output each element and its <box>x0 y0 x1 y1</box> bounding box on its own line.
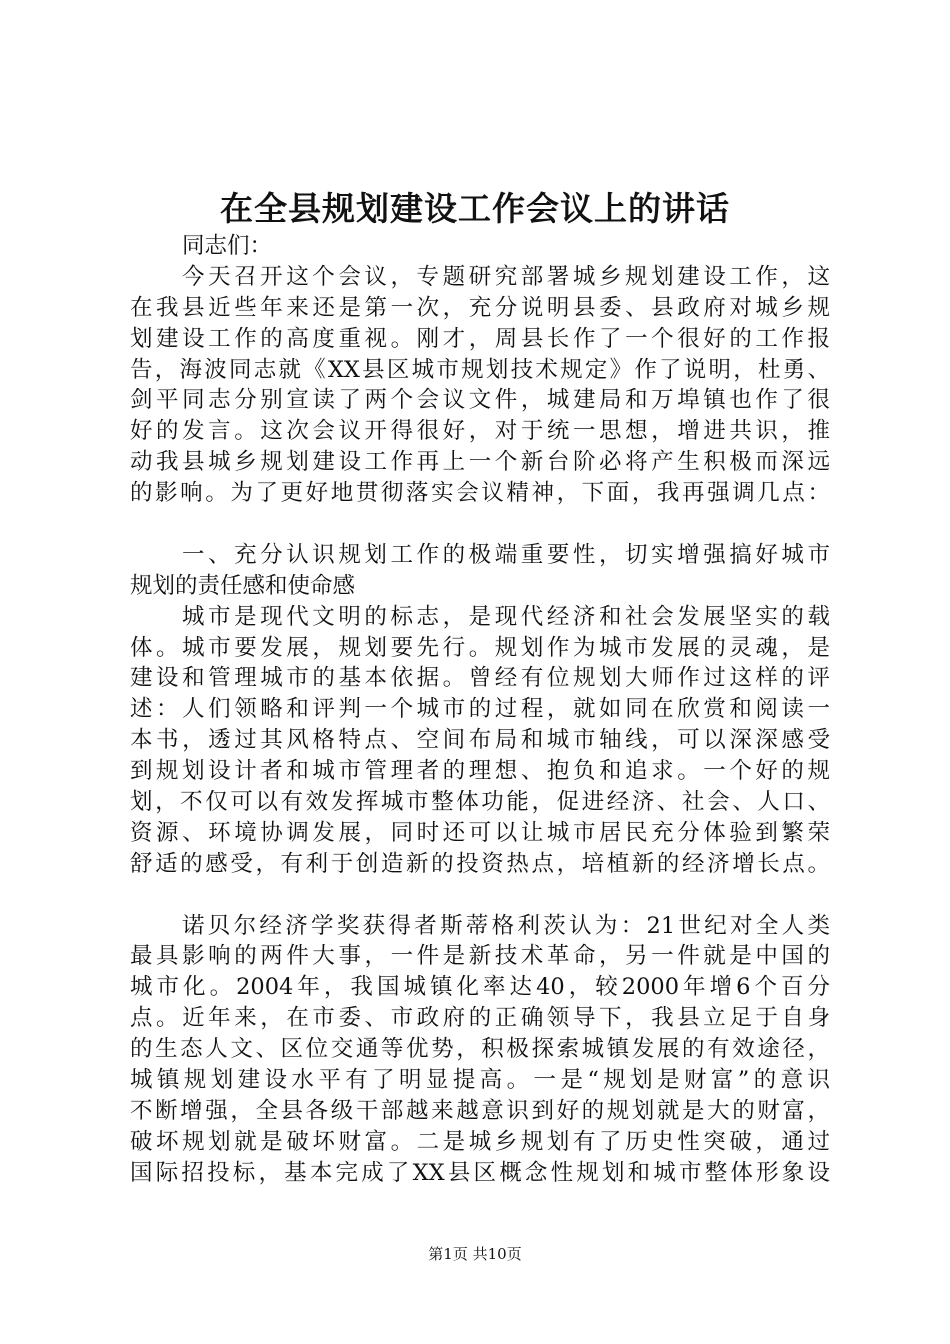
text-line: 在我县近些年来还是第一次，充分说明县委、县政府对城乡规 <box>130 294 830 321</box>
salutation: 同志们： <box>182 233 273 259</box>
text-line: 城市是现代文明的标志，是现代经济和社会发展坚实的载 <box>182 603 830 630</box>
text-line: 本书，透过其风格特点、空间布局和城市轴线，可以深深感受 <box>130 727 830 754</box>
text-line: 一、充分认识规划工作的极端重要性，切实增强搞好城市 <box>182 541 830 568</box>
text-line: 剑平同志分别宣读了两个会议文件，城建局和万埠镇也作了很 <box>130 387 830 414</box>
text-line: 今天召开这个会议，专题研究部署城乡规划建设工作，这 <box>182 263 830 290</box>
text-line: 不断增强，全县各级干部越来越意识到好的规划就是大的财富， <box>130 1097 830 1124</box>
section-heading <box>130 540 830 602</box>
text-line: 划建设工作的高度重视。刚才，周县长作了一个很好的工作报 <box>130 325 830 352</box>
text-line: 资源、环境协调发展，同时还可以让城市居民充分体验到繁荣 <box>130 819 830 846</box>
text-line: 的影响。为了更好地贯彻落实会议精神，下面，我再强调几点： <box>130 480 830 507</box>
paragraph <box>130 262 830 509</box>
page-footer: 第1页 共10页 <box>428 1245 522 1263</box>
text-line: 最具影响的两件大事，一件是新技术革命，另一件就是中国的 <box>130 943 830 970</box>
text-line: 述：人们领略和评判一个城市的过程，就如同在欣赏和阅读一 <box>130 696 830 723</box>
text-line: 诺贝尔经济学奖获得者斯蒂格利茨认为：21世纪对全人类 <box>182 912 830 939</box>
paragraph <box>130 911 830 1189</box>
paragraph-gap <box>130 509 830 540</box>
text-line: 体。城市要发展，规划要先行。规划作为城市发展的灵魂，是 <box>130 634 830 661</box>
text-line: 破坏规划就是破坏财富。二是城乡规划有了历史性突破，通过 <box>130 1128 830 1155</box>
text-line: 点。近年来，在市委、市政府的正确领导下，我县立足于自身 <box>130 1005 830 1032</box>
text-line: 好的发言。这次会议开得很好，对于统一思想，增进共识，推 <box>130 418 830 445</box>
text-line: 的生态人文、区位交通等优势，积极探索城镇发展的有效途径， <box>130 1036 830 1063</box>
text-line: 城市化。2004年，我国城镇化率达40，较2000年增6个百分 <box>130 974 830 1001</box>
document-title: 在全县规划建设工作会议上的讲话 <box>220 189 730 228</box>
paragraph-gap <box>130 880 830 911</box>
text-line: 建设和管理城市的基本依据。曾经有位规划大师作过这样的评 <box>130 665 830 692</box>
text-line: 动我县城乡规划建设工作再上一个新台阶必将产生积极而深远 <box>130 449 830 476</box>
text-line: 划，不仅可以有效发挥城市整体功能，促进经济、社会、人口、 <box>130 789 830 816</box>
paragraph <box>130 602 830 880</box>
text-line: 国际招投标，基本完成了XX县区概念性规划和城市整体形象设 <box>130 1159 830 1186</box>
text-line: 告，海波同志就《XX县区城市规划技术规定》作了说明，杜勇、 <box>130 356 830 383</box>
text-line: 到规划设计者和城市管理者的理想、抱负和追求。一个好的规 <box>130 758 830 785</box>
text-line: 规划的责任感和使命感 <box>130 572 356 599</box>
text-line: 城镇规划建设水平有了明显提高。一是“规划是财富”的意识 <box>130 1067 830 1094</box>
document-body <box>130 231 830 1189</box>
text-line: 舒适的感受，有利于创造新的投资热点，培植新的经济增长点。 <box>130 850 830 877</box>
